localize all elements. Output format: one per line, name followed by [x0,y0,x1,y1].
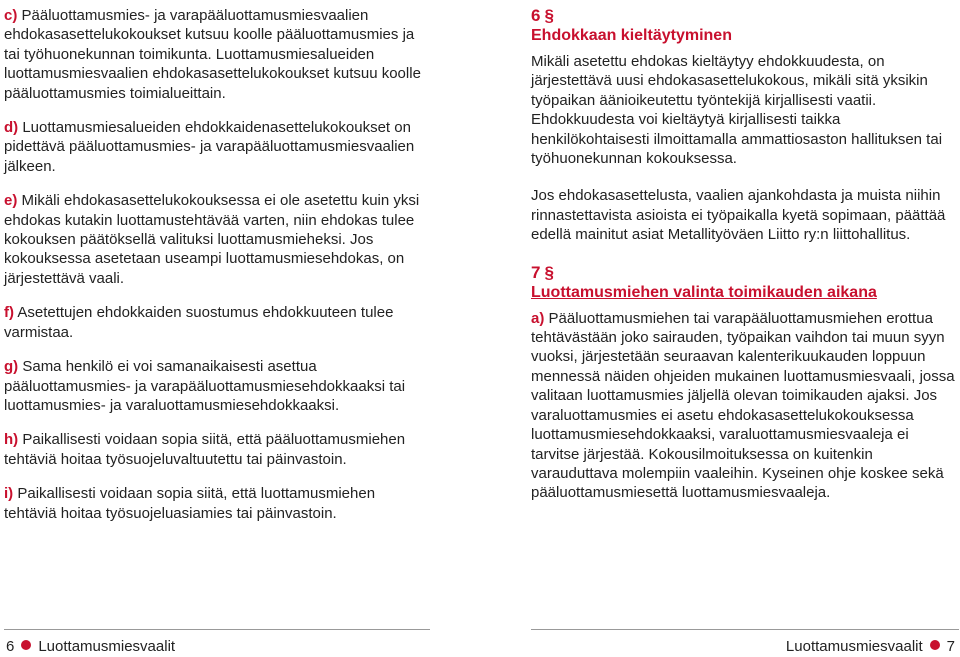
section-number: 7 [531,262,541,282]
footer-rule-right [531,629,959,630]
item-label: h) [4,431,19,449]
section-symbol: § [544,6,554,25]
section-6-paragraph-1: Mikäli asetettu ehdokas kieltäytyy ehdokkuudesta, on järjestettävä uusi ehdokasasettelukokous, mikäli sitä yksikin työpaikan äänioikeutettu työntekijä kirjallisesti vaatii. Ehdokkuudesta voi kieltäytyä kirjallisesti taikka henkilökohtaisesti ilmoittamalla ammattiosaston hallituksen tai työhuonekunnan kokouksessa. [531,53,943,168]
bullet-dot-icon [21,640,31,650]
item-label: e) [4,192,18,210]
item-text: Asetettujen ehdokkaiden suostumus ehdokkuuteen tulee varmistaa. [4,304,394,341]
item-text: Pääluottamusmies- ja varapääluottamusmiesvaalien ehdokasasettelukokoukset kutsuu koolle pääluottamusmies ja tai työhuonekunnan toimikunta. Luottamusmiesalueiden luottamusmiesvaalien ehdokasasettelukokoukset kutsuu koolle pääluottamusmies toimialueittain. [4,7,421,102]
right-column [531,6,959,518]
footer-rule-left [4,629,430,630]
footer-title-left: Luottamusmiesvaalit [38,638,176,655]
item-text: Sama henkilö ei voi samanaikaisesti asettua pääluottamusmies- ja varapääluottamusmiesehdokkaaksi tai luottamusmies- ja varaluottamusmiesehdokkaaksi. [4,358,406,414]
item-f [4,303,424,342]
section-6-paragraph-2: Jos ehdokasasettelusta, vaalien ajankohdasta ja muista niihin rinnastettavista asioista ei työpaikalla kyetä sopimaan, päättää edellä mainitut asiat Metallityöväen Liitto ry:n liittohallitus. [531,187,946,244]
item-c [4,6,424,103]
item-g [4,357,424,415]
item-label: d) [4,119,19,137]
section-7-item-a [531,309,959,503]
section-symbol: § [544,262,554,282]
item-label: c) [4,7,18,24]
footer-right [786,637,955,657]
item-text: Luottamusmiesalueiden ehdokkaidenasettelukokoukset on pidettävä pääluottamusmies- ja varapääluottamusmiesvaalien jälkeen. [4,119,415,175]
bullet-dot-icon [930,640,940,650]
item-text: Mikäli ehdokasasettelukokouksessa ei ole asetettu kuin yksi ehdokas kutakin luottamustehtävää varten, niin ehdokas tulee kokouksen päätöksellä valituksi luottamusmieheksi. Jos kokouksessa asetetaan useampi luottamusmiesehdokas, on järjestettävä vaali. [4,192,420,287]
section-7-title: Luottamusmiehen valinta toimikauden aikana [531,283,877,301]
item-e [4,191,424,288]
item-label: g) [4,358,19,376]
item-label: f) [4,304,14,322]
item-text: Paikallisesti voidaan sopia siitä, että pääluottamusmiehen tehtäviä hoitaa työsuojeluvaltuutettu tai päinvastoin. [4,431,406,468]
section-6-number [531,6,959,26]
page-number-left: 6 [6,638,15,655]
left-column [4,6,424,538]
item-text: Paikallisesti voidaan sopia siitä, että luottamusmiehen tehtäviä hoitaa työsuojeluasiamies tai päinvastoin. [4,485,376,522]
section-number: 6 [531,6,541,25]
footer-left [6,637,175,657]
item-label: a) [531,309,545,327]
section-6-title: Ehdokkaan kieltäytyminen [531,27,732,44]
item-text: Pääluottamusmiehen tai varapääluottamusmiehen erottua tehtävästään joko sairauden, työpaikan vaihdon tai muun syyn vuoksi, järjestetään seuraavan kalenterikuukauden loppuun mennessä näiden ohjeiden mukainen luottamusmiesvaali, jossa valitaan luottamusmies jäljellä olevan toimikauden ajaksi. Jos varaluottamusmies ei asetu ehdokasasettelukokouksessa luottamusmiesehdokkaaksi, varaluottamusmiesvaaleja ei tarvitse järjestää. Kokousilmoituksessa on kuitenkin varauduttava molempiin vaaleihin. Kyseinen ohje koskee sekä pääluottamusmiesettä luottamusmiesvaaleja. [531,309,955,502]
item-label: i) [4,485,14,503]
item-d [4,118,424,176]
section-7-number [531,263,959,283]
page-number-right: 7 [946,638,955,655]
footer-title-right: Luottamusmiesvaalit [785,638,923,655]
item-h [4,430,424,469]
item-i [4,484,424,523]
